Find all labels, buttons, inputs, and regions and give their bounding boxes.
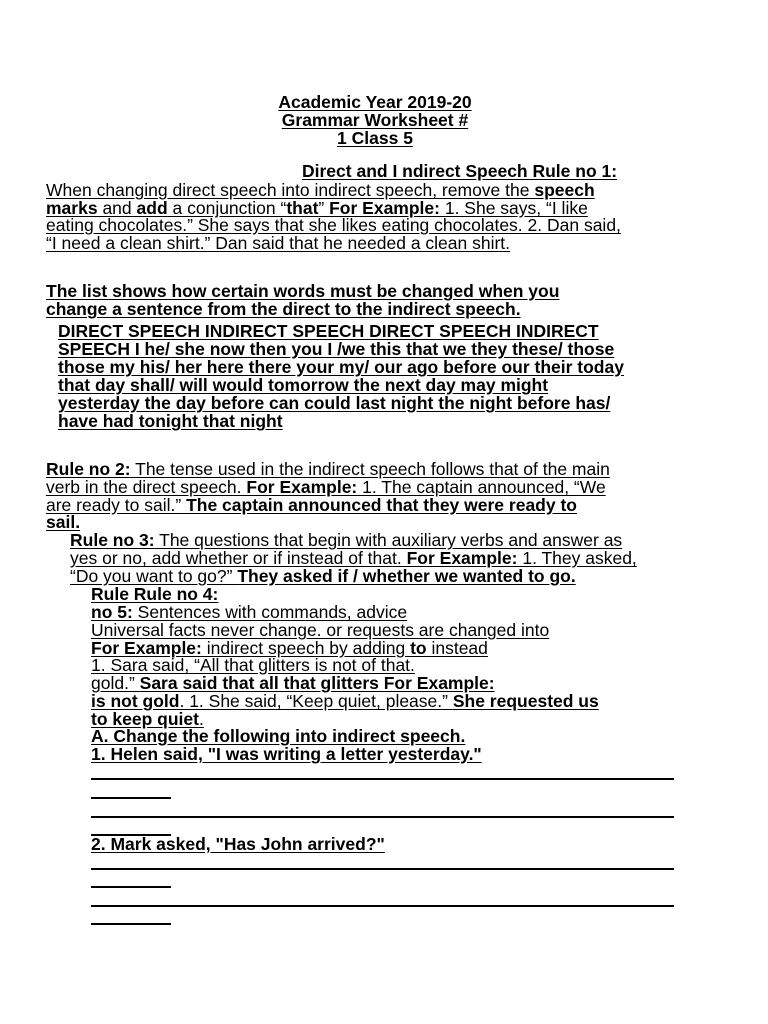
rule45-text: indirect speech by adding: [201, 638, 411, 658]
rule45-line-1: Rule Rule no 4:: [91, 584, 219, 604]
word-list-line-4: that day shall/ will would tomorrow the next day may might: [58, 375, 549, 395]
rule45-answer: to keep quiet: [91, 709, 199, 729]
rule3-example-label: For Example:: [406, 548, 518, 568]
rule45-text: Sentences with commands, advice: [132, 602, 408, 622]
rule45-text: gold.”: [91, 673, 140, 693]
rule2-line-1: [46, 460, 610, 478]
rule2-text: are ready to sail.”: [46, 495, 187, 515]
rule45-text: .: [198, 709, 204, 729]
rule1-text: a conjunction “: [167, 198, 287, 218]
rule3-line-3: [70, 567, 576, 585]
rule2-text: 1. The captain announced, “We: [357, 477, 606, 497]
rule1-line-1: [46, 181, 595, 199]
rule1-example-label: For Example:: [329, 198, 440, 218]
rule45-line-2: [91, 603, 407, 621]
rule45-line-7: [91, 692, 599, 710]
rule2-text: The tense used in the indirect speech follows that of the main: [130, 459, 610, 479]
rule1-heading: Direct and I ndirect Speech Rule no 1:: [302, 161, 618, 181]
word-list-line-3: those my his/ her here there your my/ our ago before our their today: [58, 357, 624, 377]
question-1: 1. Helen said, "I was writing a letter yesterday.": [91, 744, 482, 764]
rule45-emphasis: to: [410, 638, 427, 658]
rule3-text: The questions that begin with auxiliary verbs and answer as: [154, 530, 623, 550]
rule3-text: yes or no, add whether or if instead of that.: [70, 548, 407, 568]
question-2: 2. Mark asked, "Has John arrived?": [91, 834, 385, 854]
rule3-line-2: [70, 549, 637, 567]
rule45-text: . 1. She said, “Keep quiet, please.”: [179, 691, 453, 711]
answer-line-short[interactable]: [91, 886, 171, 888]
rule2-text: verb in the direct speech.: [46, 477, 247, 497]
list-intro-line-1: The list shows how certain words must be changed when you: [46, 281, 560, 301]
word-list-line-2: SPEECH I he/ she now then you I /we this that we they these/ those: [58, 339, 615, 359]
rule1-emphasis: add: [136, 198, 168, 218]
word-list-line-5: yesterday the day before can could last night the night before has/: [58, 393, 611, 413]
answer-line[interactable]: [91, 905, 674, 907]
answer-line[interactable]: [91, 816, 674, 818]
rule2-example-label: For Example:: [246, 477, 358, 497]
rule3-label: Rule no 3:: [70, 530, 155, 550]
rule45-text: instead: [426, 638, 488, 658]
rule45-example-label: For Example:: [91, 638, 202, 658]
rule1-emphasis: speech: [534, 180, 595, 200]
word-list-line-6: have had tonight that night: [58, 411, 283, 431]
exercise-heading: A. Change the following into indirect speech.: [91, 726, 466, 746]
rule1-text: 1. She says, “I like: [439, 198, 588, 218]
rule3-line-1: [70, 531, 622, 549]
rule2-label: Rule no 2:: [46, 459, 131, 479]
rule2-line-2: [46, 478, 606, 496]
rule1-text: and: [97, 198, 137, 218]
rule45-line-5: 1. Sara said, “All that glitters is not of that.: [91, 655, 415, 675]
rule1-emphasis: marks: [46, 198, 98, 218]
rule45-answer: is not gold: [91, 691, 180, 711]
rule3-text: “Do you want to go?”: [70, 566, 238, 586]
rule1-line-3: eating chocolates.” She says that she likes eating chocolates. 2. Dan said,: [46, 215, 621, 235]
header-line-1: Academic Year 2019-20: [278, 92, 472, 112]
rule1-emphasis: that: [286, 198, 319, 218]
rule3-answer: They asked if / whether we wanted to go.: [237, 566, 576, 586]
word-list-line-1: DIRECT SPEECH INDIRECT SPEECH DIRECT SPEECH INDIRECT: [58, 321, 599, 341]
rule2-answer: The captain announced that they were ready to: [186, 495, 577, 515]
header-line-2: Grammar Worksheet #: [281, 110, 469, 130]
list-intro-line-2: change a sentence from the direct to the indirect speech.: [46, 299, 521, 319]
rule45-line-6: [91, 674, 495, 692]
rule45-line-3: Universal facts never change. or requests are changed into: [91, 620, 550, 640]
rule3-text: 1. They asked,: [517, 548, 637, 568]
header-line-3: 1 Class 5: [337, 128, 413, 148]
rule45-answer: Sara said that all that glitters For Example:: [139, 673, 495, 693]
rule45-answer: She requested us: [452, 691, 599, 711]
rule1-text: When changing direct speech into indirect speech, remove the: [46, 180, 535, 200]
rule1-line-4: “I need a clean shirt.” Dan said that he needed a clean shirt.: [46, 233, 511, 253]
rule1-text: ”: [318, 198, 330, 218]
answer-line-short[interactable]: [91, 797, 171, 799]
rule5-label: no 5:: [91, 602, 133, 622]
rule2-line-3: [46, 496, 577, 514]
answer-line-short[interactable]: [91, 923, 171, 925]
answer-line[interactable]: [91, 778, 674, 780]
answer-line[interactable]: [91, 868, 674, 870]
rule2-line-4: sail.: [46, 512, 81, 532]
